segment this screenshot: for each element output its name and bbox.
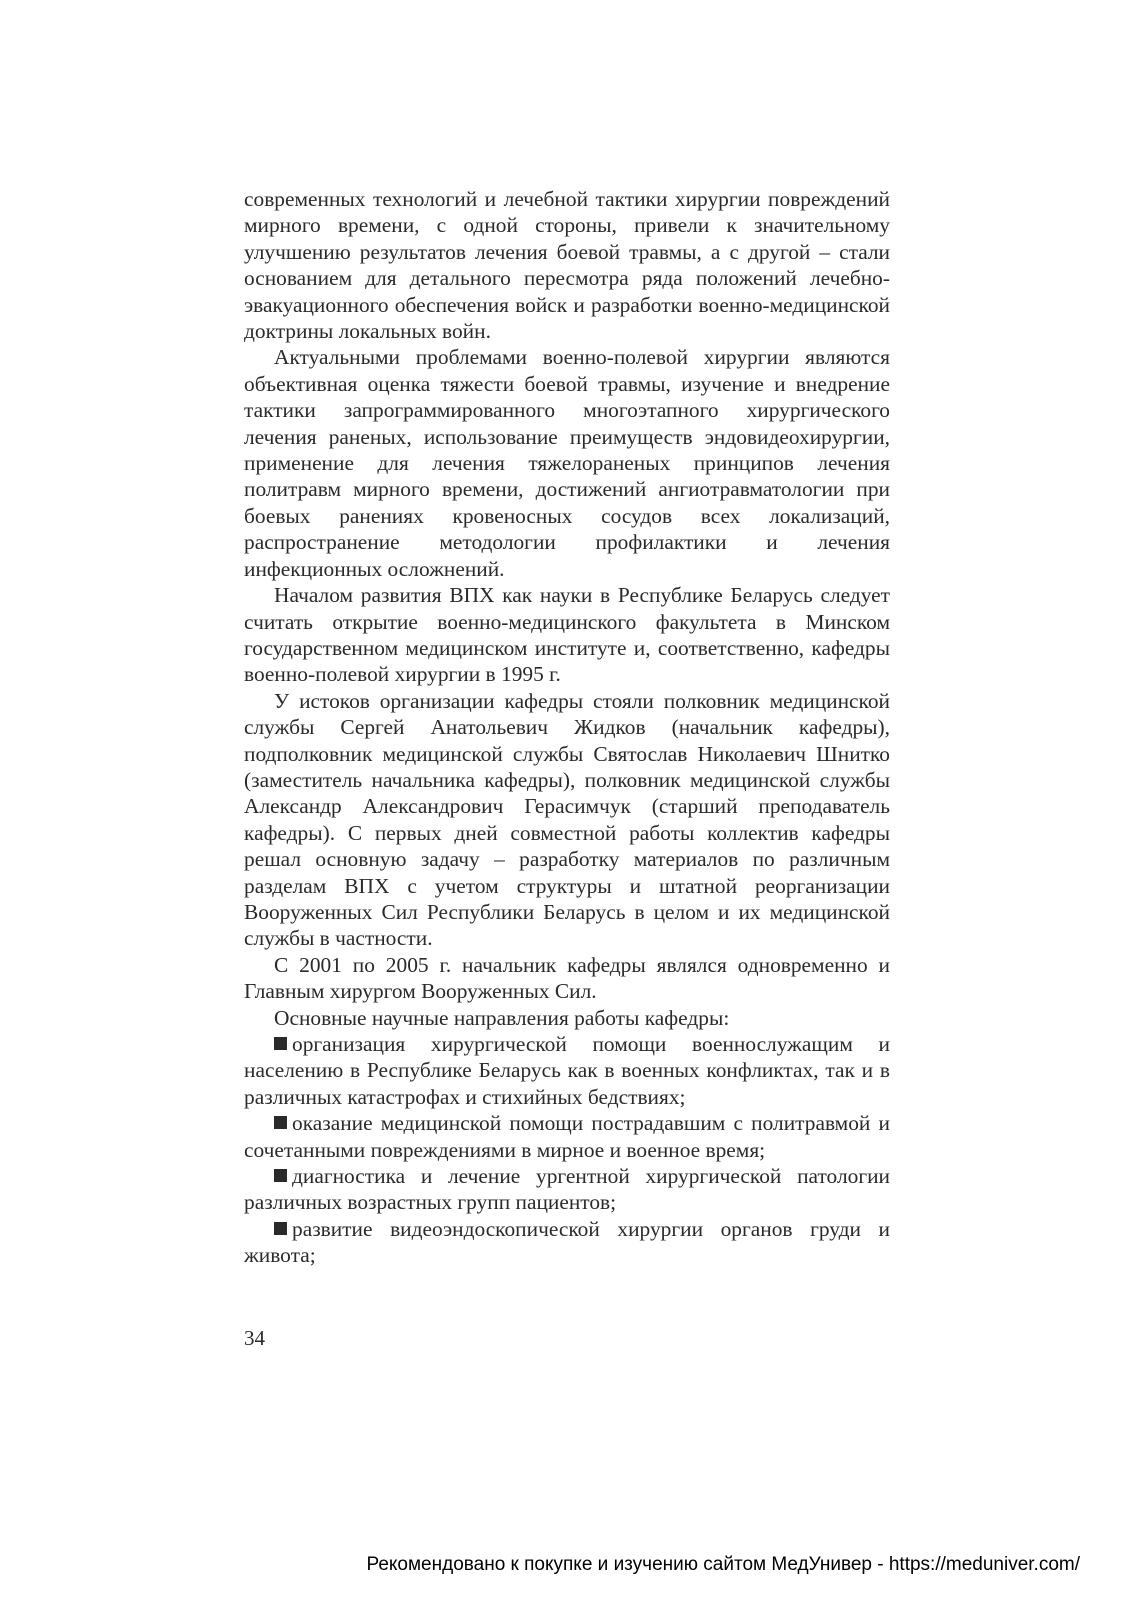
bullet-text: организация хирургической помощи военнослужащим и населению в Республике Беларусь как в военных конфликтах, так и в различных катастрофах и стихийных бедствиях; bbox=[244, 1032, 890, 1109]
square-bullet-icon bbox=[274, 1169, 287, 1182]
paragraph: Началом развития ВПХ как науки в Республике Беларусь следует считать открытие военно-медицинского факультета в Минском государственном медицинском институте и, соответственно, кафедры военно-полевой хирургии в 1995 г. bbox=[244, 583, 890, 687]
footer-recommendation: Рекомендовано к покупке и изучению сайтом МедУнивер - https://meduniver.com/ bbox=[366, 1554, 1080, 1575]
paragraph: Актуальными проблемами военно-полевой хирургии являются объективная оценка тяжести боевой травмы, изучение и внедрение тактики запрограммированного многоэтапного хирургического лечения раненых, использование преимуществ эндовидеохирургии, применение для лечения тяжелораненых принципов лечения политравм мирного времени, достижений ангиотравматологии при боевых ранениях кровеносных сосудов всех локализаций, распространение методологии профилактики и лечения инфекционных осложнений. bbox=[244, 345, 890, 581]
paragraph: Основные научные направления работы кафедры: bbox=[274, 1005, 730, 1030]
bullet-text: оказание медицинской помощи пострадавшим с политравмой и сочетанными повреждениями в мирное и военное время; bbox=[244, 1111, 890, 1162]
bullet-item bbox=[244, 1216, 890, 1269]
body-text bbox=[244, 186, 890, 1269]
square-bullet-icon bbox=[274, 1037, 287, 1050]
bullet-item bbox=[244, 1031, 890, 1110]
square-bullet-icon bbox=[274, 1222, 287, 1235]
bullet-item bbox=[244, 1163, 890, 1216]
page-number: 34 bbox=[244, 1326, 265, 1350]
paragraph: С 2001 по 2005 г. начальник кафедры являлся одновременно и Главным хирургом Вооруженных Сил. bbox=[244, 952, 890, 1004]
bullet-item bbox=[244, 1110, 890, 1163]
square-bullet-icon bbox=[274, 1116, 287, 1129]
paragraph: современных технологий и лечебной тактики хирургии повреждений мирного времени, с одной стороны, привели к значительному улучшению результатов лечения боевой травмы, а с другой – стали основанием для детального пересмотра ряда положений лечебно-эвакуационного обеспечения войск и разработки военно-медицинской доктрины локальных войн. bbox=[244, 187, 890, 344]
bullet-text: диагностика и лечение ургентной хирургической патологии различных возрастных групп пациентов; bbox=[244, 1164, 890, 1215]
bullet-text: развитие видеоэндоскопической хирургии органов груди и живота; bbox=[244, 1216, 890, 1268]
paragraph: У истоков организации кафедры стояли полковник медицинской службы Сергей Анатольевич Жидков (начальник кафедры), подполковник медицинской службы Святослав Николаевич Шнитко (заместитель начальника кафедры), полковник медицинской службы Александр Александрович Герасимчук (старший преподаватель кафедры). С первых дней совместной работы коллектив кафедры решал основную задачу – разработку материалов по различным разделам ВПХ с учетом структуры и штатной реорганизации Вооруженных Сил Республики Беларусь в целом и их медицинской службы в частности. bbox=[244, 688, 890, 951]
